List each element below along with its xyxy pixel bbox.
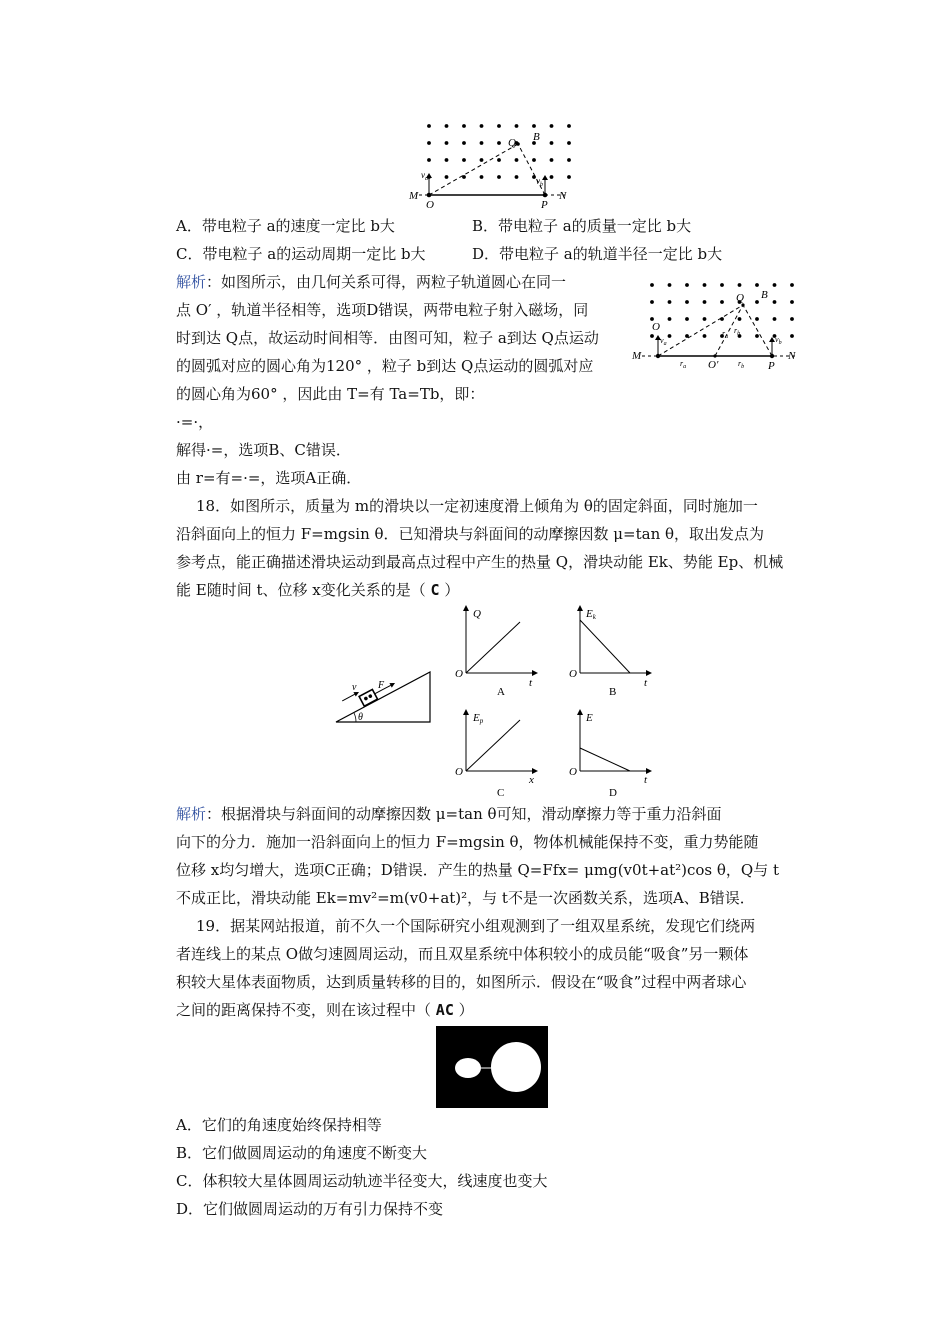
question-18-stem: 能 E随时间 t、位移 x变化关系的是（ C ） xyxy=(176,581,460,599)
field-dot xyxy=(462,158,466,162)
question-18-stem: 参考点，能正确描述滑块运动到最高点过程中产生的热量 Q，滑块动能 Ek、势能 Ep、机械 xyxy=(176,553,784,571)
analysis-line: 由 r=有=·=，选项A正确． xyxy=(176,469,362,487)
analysis-line: 点 O′ ，轨道半径相等，选项D错误，两带电粒子射入磁场，同 xyxy=(176,301,589,319)
radius-b-label: $r_b$ xyxy=(734,326,741,337)
graph-a-ylabel: Q xyxy=(473,608,481,620)
field-dot xyxy=(755,300,759,304)
point-m-label: M xyxy=(409,190,419,202)
analysis-label: 解析 xyxy=(176,805,207,823)
field-dot xyxy=(703,317,707,321)
graph-d-ylabel: E xyxy=(586,712,593,724)
option-d: D．带电粒子 a的轨道半径一定比 b大 xyxy=(472,245,723,263)
question-19-stem: 之间的距离保持不变，则在该过程中（ AC ） xyxy=(176,1001,474,1019)
velocity-b-label: $v_b$ xyxy=(536,176,543,188)
graph-b-caption: B xyxy=(609,686,617,698)
field-dot xyxy=(567,175,571,179)
field-dot xyxy=(790,317,794,321)
graph-d xyxy=(564,708,656,806)
field-dot xyxy=(738,317,742,321)
field-dot xyxy=(427,124,431,128)
option-a: A．带电粒子 a的速度一定比 b大 xyxy=(176,217,395,235)
field-dot xyxy=(650,300,654,304)
field-dot xyxy=(427,158,431,162)
question-18-stem: 18．如图所示，质量为 m的滑块以一定初速度滑上倾角为 θ的固定斜面，同时施加一 xyxy=(196,497,758,515)
radius-a-label: $r_a$ xyxy=(722,329,729,340)
graph-a-origin: O xyxy=(455,668,463,680)
field-dot xyxy=(755,317,759,321)
question-19-stem: 19．据某网站报道，前不久一个国际研究小组观测到了一组双星系统，发现它们绕两 xyxy=(196,917,756,935)
field-dot xyxy=(515,124,519,128)
q19-option-d: D．它们做圆周运动的万有引力保持不变 xyxy=(176,1200,444,1218)
field-dot xyxy=(790,283,794,287)
field-dot xyxy=(685,283,689,287)
answer-q19: AC xyxy=(435,1001,454,1019)
field-dot xyxy=(755,283,759,287)
field-dot xyxy=(668,300,672,304)
field-dot xyxy=(703,334,707,338)
field-dot xyxy=(755,334,759,338)
field-dot xyxy=(515,175,519,179)
analysis-line: 解得·=，选项B、C错误． xyxy=(176,441,351,459)
incline-theta-label: θ xyxy=(358,712,363,723)
graph-b xyxy=(564,603,656,701)
graph-a xyxy=(450,603,540,701)
analysis-line: 不成正比，滑块动能 Ek=mv²=m(v0+at)²，与 t不是一次函数关系，选项A、B错误． xyxy=(176,889,755,907)
field-dot xyxy=(720,300,724,304)
graph-d-caption: D xyxy=(609,787,617,799)
field-dot xyxy=(550,175,554,179)
field-dot xyxy=(720,317,724,321)
point-n-label: N xyxy=(559,190,567,202)
graph-a-xlabel: t xyxy=(529,677,533,689)
analysis-line: 的圆心角为60° ，因此由 T=有 Ta=Tb，即： xyxy=(176,385,485,403)
field-dot xyxy=(567,124,571,128)
point-p-label: P xyxy=(541,199,548,210)
magnetic-field-figure-2 xyxy=(630,276,805,374)
point-o-prime-label: O′ xyxy=(708,359,719,371)
field-dot xyxy=(685,300,689,304)
velocity-a-label: $v_a$ xyxy=(660,336,667,347)
field-dot xyxy=(773,317,777,321)
field-dot xyxy=(738,283,742,287)
field-dot xyxy=(480,141,484,145)
point-q-label: Q xyxy=(508,137,516,149)
analysis-line: 位移 x均匀增大，选项C正确；D错误．产生的热量 Q=Ffx= μmg(v0t+at²)cos θ，Q与 t xyxy=(176,861,780,879)
field-dot xyxy=(550,158,554,162)
field-dot xyxy=(445,175,449,179)
field-dot xyxy=(773,283,777,287)
field-dot xyxy=(668,334,672,338)
field-dot xyxy=(668,283,672,287)
point-b-label: B xyxy=(533,131,540,143)
magnetic-field-figure-1 xyxy=(405,118,575,210)
velocity-a-label: $v_a$ xyxy=(421,170,428,182)
answer-q18: C xyxy=(430,581,440,599)
field-dot xyxy=(567,158,571,162)
incline-f-label: F xyxy=(378,680,385,691)
field-dot xyxy=(773,300,777,304)
graph-c xyxy=(450,708,540,806)
graph-c-xlabel: x xyxy=(529,774,534,786)
field-dot xyxy=(462,124,466,128)
question-19-stem: 者连线上的某点 O做匀速圆周运动，而且双星系统中体积较小的成员能“吸食”另一颗体 xyxy=(176,945,749,963)
velocity-b-label: $v_b$ xyxy=(775,335,782,346)
graph-b-ylabel: Ek xyxy=(586,608,596,621)
analysis-line: ·=·， xyxy=(176,413,214,431)
field-dot xyxy=(497,175,501,179)
point-n-label: N xyxy=(788,350,796,362)
point-m-label: M xyxy=(632,350,642,362)
analysis-line: 解析：如图所示，由几何关系可得，两粒子轨道圆心在同一 xyxy=(176,273,567,291)
field-dot xyxy=(445,158,449,162)
field-dot xyxy=(685,317,689,321)
radius-b-label-2: $r_b$ xyxy=(738,359,745,370)
radius-a-label-2: $r_a$ xyxy=(680,359,687,370)
graph-d-xlabel: t xyxy=(644,774,648,786)
question-18-stem: 沿斜面向上的恒力 F=mgsin θ．已知滑块与斜面间的动摩擦因数 μ=tan θ，取出发点为 xyxy=(176,525,765,543)
point-o-label: O xyxy=(426,199,434,210)
graph-b-origin: O xyxy=(569,668,577,680)
field-dot xyxy=(567,141,571,145)
analysis-label: 解析 xyxy=(176,273,207,291)
option-b: B．带电粒子 a的质量一定比 b大 xyxy=(472,217,692,235)
field-dot xyxy=(480,124,484,128)
point-p-label: P xyxy=(768,360,775,372)
point-q-label: Q xyxy=(736,292,744,304)
field-dot xyxy=(668,317,672,321)
question-19-stem: 积较大星体表面物质，达到质量转移的目的，如图所示．假设在“吸食”过程中两者球心 xyxy=(176,973,747,991)
field-dot xyxy=(650,283,654,287)
graph-c-caption: C xyxy=(497,787,505,799)
field-dot xyxy=(550,141,554,145)
field-dot xyxy=(703,300,707,304)
graph-a-caption: A xyxy=(497,686,505,698)
field-dot xyxy=(550,124,554,128)
point-b-label: B xyxy=(761,289,768,301)
analysis-line: 的圆弧对应的圆心角为120° ，粒子 b到达 Q点运动的圆弧对应 xyxy=(176,357,594,375)
analysis-line: 解析：根据滑块与斜面间的动摩擦因数 μ=tan θ可知，滑动摩擦力等于重力沿斜面 xyxy=(176,805,722,823)
field-dot xyxy=(427,141,431,145)
graph-c-ylabel: Ep xyxy=(473,712,484,725)
field-dot xyxy=(445,141,449,145)
field-dot xyxy=(515,158,519,162)
field-dot xyxy=(480,175,484,179)
field-dot xyxy=(480,158,484,162)
q19-option-c: C．体积较大星体圆周运动轨迹半径变大，线速度也变大 xyxy=(176,1172,548,1190)
analysis-line: 向下的分力．施加一沿斜面向上的恒力 F=mgsin θ，物体机械能保持不变，重力势能随 xyxy=(176,833,759,851)
option-c: C．带电粒子 a的运动周期一定比 b大 xyxy=(176,245,426,263)
incline-v-label: v xyxy=(352,682,357,693)
analysis-line: 时到达 Q点，故运动时间相等．由图可知，粒子 a到达 Q点运动 xyxy=(176,329,599,347)
graph-d-origin: O xyxy=(569,766,577,778)
field-dot xyxy=(445,124,449,128)
graph-b-xlabel: t xyxy=(644,677,648,689)
field-dot xyxy=(532,158,536,162)
point-o-label: O xyxy=(652,321,660,333)
q19-option-b: B．它们做圆周运动的角速度不断变大 xyxy=(176,1144,428,1162)
field-dot xyxy=(497,158,501,162)
field-dot xyxy=(650,334,654,338)
binary-star-image xyxy=(436,1026,548,1108)
field-dot xyxy=(532,124,536,128)
field-dot xyxy=(790,300,794,304)
q19-option-a: A．它们的角速度始终保持相等 xyxy=(176,1116,382,1134)
field-dot xyxy=(720,283,724,287)
field-dot xyxy=(462,141,466,145)
field-dot xyxy=(497,124,501,128)
graph-c-origin: O xyxy=(455,766,463,778)
field-dot xyxy=(703,283,707,287)
incline-figure xyxy=(334,664,436,726)
field-dot xyxy=(790,334,794,338)
field-dot xyxy=(497,141,501,145)
